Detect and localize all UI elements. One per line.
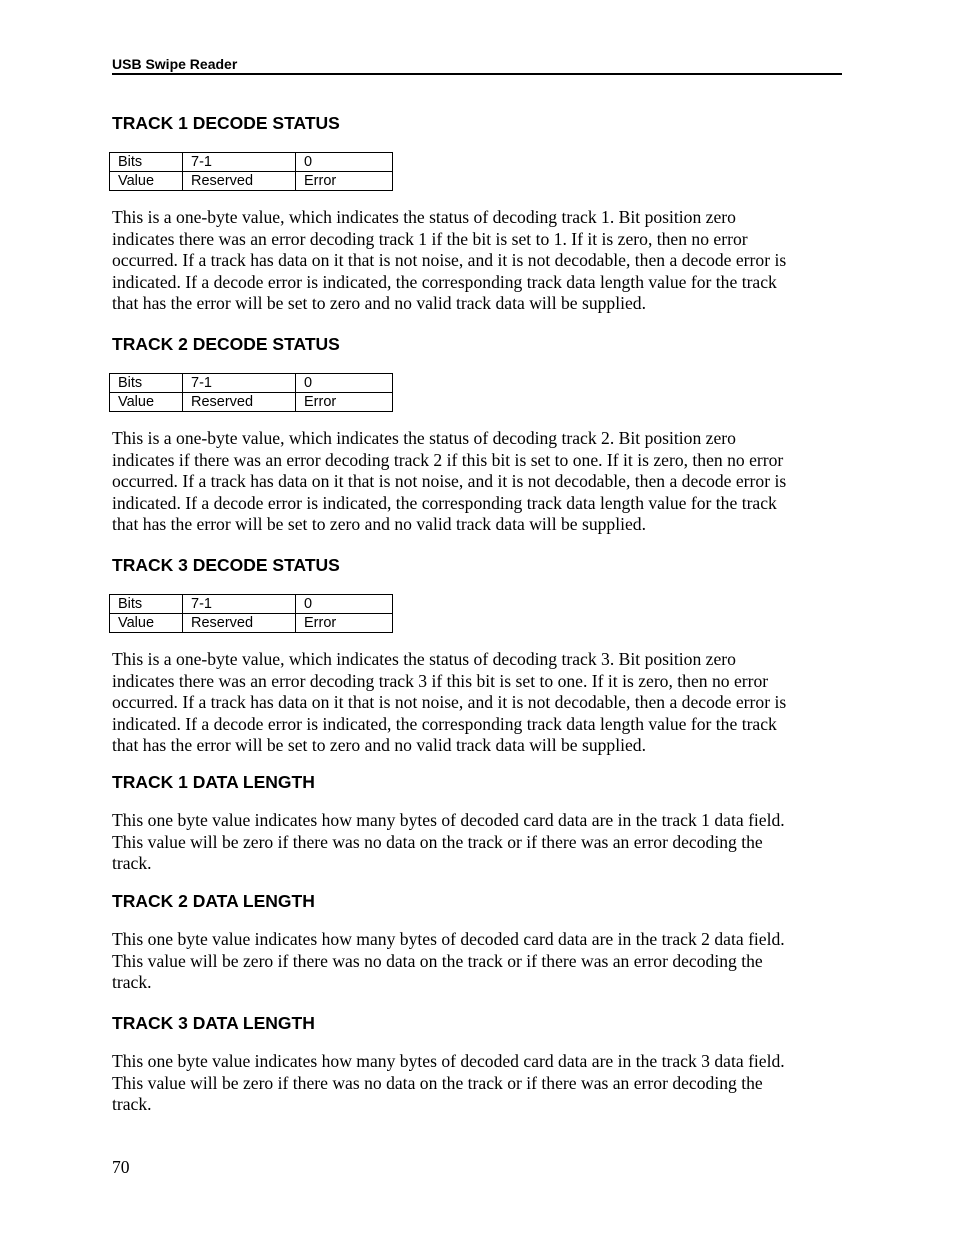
table-cell: Reserved <box>183 614 296 633</box>
table-cell: Error <box>296 614 393 633</box>
body-paragraph <box>112 929 844 994</box>
text-line: This one byte value indicates how many bytes of decoded card data are in the track 1 data field. <box>112 810 785 830</box>
table-cell: Bits <box>110 374 183 393</box>
body-paragraph <box>112 1051 844 1116</box>
text-line: that has the error will be set to zero and no valid track data will be supplied. <box>112 735 646 756</box>
table-cell: 7-1 <box>183 595 296 614</box>
table-cell: 7-1 <box>183 153 296 172</box>
table-cell: Value <box>110 393 183 412</box>
text-line: that has the error will be set to zero and no valid track data will be supplied. <box>112 293 646 314</box>
table-cell: Reserved <box>183 393 296 412</box>
table-cell: 0 <box>296 595 393 614</box>
text-line: indicated. If a decode error is indicated, the corresponding track data length value for the track <box>112 271 777 292</box>
text-line: indicates there was an error decoding track 3 if this bit is set to one. If it is zero, then no error <box>112 670 769 691</box>
text-line: indicated. If a decode error is indicated, the corresponding track data length value for the track <box>112 713 777 734</box>
table-cell: Reserved <box>183 172 296 191</box>
table-cell: Value <box>110 614 183 633</box>
table-row <box>110 153 393 172</box>
section-heading: TRACK 2 DECODE STATUS <box>112 334 340 354</box>
text-line: This value will be zero if there was no data on the track or if there was an error decoding the <box>112 831 763 852</box>
table-cell: Error <box>296 172 393 191</box>
text-line: This one byte value indicates how many bytes of decoded card data are in the track 2 data field. <box>112 929 785 949</box>
text-line: track. <box>112 972 152 993</box>
page-number: 70 <box>112 1157 130 1177</box>
text-line: This is a one-byte value, which indicates the status of decoding track 2. Bit position zero <box>112 428 736 448</box>
text-line: This value will be zero if there was no data on the track or if there was an error decoding the <box>112 950 763 971</box>
text-line: track. <box>112 853 152 874</box>
text-line: This value will be zero if there was no data on the track or if there was an error decoding the <box>112 1072 763 1093</box>
body-paragraph <box>112 207 844 315</box>
section-heading: TRACK 1 DECODE STATUS <box>112 113 340 133</box>
table-row <box>110 614 393 633</box>
table-cell: Bits <box>110 595 183 614</box>
text-line: occurred. If a track has data on it that is not noise, and it is not decodable, then a decode error is <box>112 250 787 271</box>
table-row <box>110 595 393 614</box>
running-header: USB Swipe Reader <box>112 56 842 75</box>
table-cell: Value <box>110 172 183 191</box>
text-line: track. <box>112 1094 152 1115</box>
table-cell: 0 <box>296 374 393 393</box>
table-cell: 0 <box>296 153 393 172</box>
bit-table <box>109 152 393 191</box>
text-line: occurred. If a track has data on it that is not noise, and it is not decodable, then a decode error is <box>112 471 787 492</box>
text-line: indicates there was an error decoding track 1 if the bit is set to 1. If it is zero, then no error <box>112 228 748 249</box>
text-line: that has the error will be set to zero and no valid track data will be supplied. <box>112 514 646 535</box>
body-paragraph <box>112 810 844 875</box>
table-cell: Error <box>296 393 393 412</box>
table-cell: Bits <box>110 153 183 172</box>
section-heading: TRACK 3 DATA LENGTH <box>112 1013 315 1033</box>
text-line: This one byte value indicates how many bytes of decoded card data are in the track 3 data field. <box>112 1051 785 1071</box>
text-line: occurred. If a track has data on it that is not noise, and it is not decodable, then a decode error is <box>112 692 787 713</box>
section-heading: TRACK 3 DECODE STATUS <box>112 555 340 575</box>
table-row <box>110 172 393 191</box>
text-line: This is a one-byte value, which indicates the status of decoding track 3. Bit position zero <box>112 649 736 669</box>
bit-table <box>109 373 393 412</box>
section-heading: TRACK 1 DATA LENGTH <box>112 772 315 792</box>
text-line: indicates if there was an error decoding track 2 if this bit is set to one. If it is zero, then no error <box>112 449 784 470</box>
body-paragraph <box>112 428 844 536</box>
table-cell: 7-1 <box>183 374 296 393</box>
bit-table <box>109 594 393 633</box>
body-paragraph <box>112 649 844 757</box>
section-heading: TRACK 2 DATA LENGTH <box>112 891 315 911</box>
table-row <box>110 374 393 393</box>
table-row <box>110 393 393 412</box>
text-line: indicated. If a decode error is indicated, the corresponding track data length value for the track <box>112 492 777 513</box>
text-line: This is a one-byte value, which indicates the status of decoding track 1. Bit position zero <box>112 207 736 227</box>
